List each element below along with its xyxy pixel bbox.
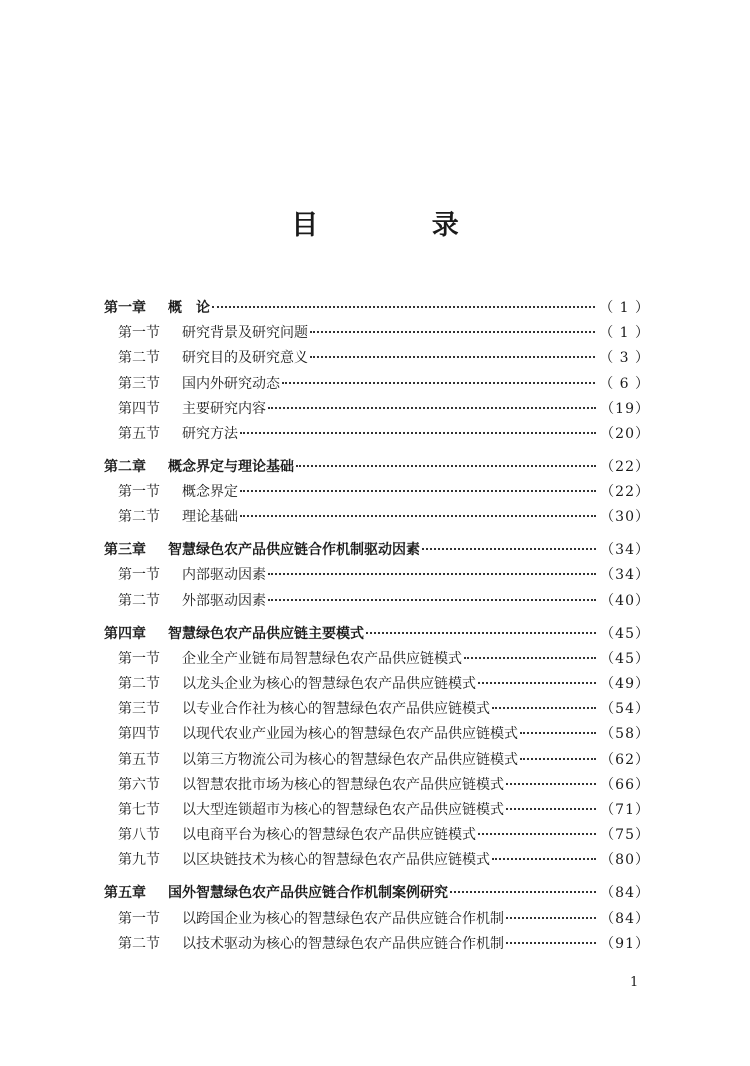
entry-label: 第一节 bbox=[118, 910, 160, 927]
entry-page-number: （20） bbox=[600, 425, 650, 442]
entry-title: 研究背景及研究问题 bbox=[182, 325, 308, 342]
entry-page-number: （40） bbox=[600, 592, 650, 609]
entry-label: 第二章 bbox=[104, 458, 146, 475]
entry-page-number: （62） bbox=[600, 751, 650, 768]
entry-page-number: （80） bbox=[600, 852, 650, 869]
toc-section-entry[interactable] bbox=[104, 422, 650, 447]
entry-label: 第二节 bbox=[118, 935, 160, 952]
toc-section-entry[interactable] bbox=[104, 932, 650, 957]
entry-title: 企业全产业链布局智慧绿色农产品供应链模式 bbox=[182, 650, 462, 667]
entry-page-number: （ 1 ） bbox=[599, 300, 650, 316]
entry-label: 第七节 bbox=[118, 801, 160, 818]
entry-title: 理论基础 bbox=[182, 509, 238, 526]
dot-leader bbox=[282, 368, 595, 384]
toc-section-entry[interactable] bbox=[104, 589, 650, 614]
entry-label: 第四节 bbox=[118, 400, 160, 417]
entry-title: 以跨国企业为核心的智慧绿色农产品供应链合作机制 bbox=[182, 910, 504, 927]
entry-label: 第四章 bbox=[104, 625, 146, 642]
entry-page-number: （22） bbox=[600, 458, 650, 475]
dot-leader bbox=[240, 476, 596, 492]
entry-label: 第三章 bbox=[104, 542, 146, 559]
entry-title: 以大型连锁超市为核心的智慧绿色农产品供应链模式 bbox=[182, 801, 504, 818]
dot-leader bbox=[268, 585, 596, 601]
dot-leader bbox=[450, 877, 596, 893]
dot-leader bbox=[492, 844, 596, 860]
dot-leader bbox=[520, 744, 596, 760]
entry-page-number: （49） bbox=[600, 676, 650, 693]
entry-title: 智慧绿色农产品供应链主要模式 bbox=[168, 625, 364, 642]
entry-label: 第五节 bbox=[118, 751, 160, 768]
entry-title: 国内外研究动态 bbox=[182, 375, 280, 392]
entry-label: 第三节 bbox=[118, 701, 160, 718]
entry-title: 以电商平台为核心的智慧绿色农产品供应链模式 bbox=[182, 827, 476, 844]
dot-leader bbox=[478, 819, 596, 835]
entry-label: 第五章 bbox=[104, 885, 146, 902]
dot-leader bbox=[478, 668, 596, 684]
dot-leader bbox=[492, 693, 596, 709]
dot-leader bbox=[268, 559, 596, 575]
entry-label: 第三节 bbox=[118, 375, 160, 392]
toc-section-entry[interactable] bbox=[104, 505, 650, 530]
entry-title: 以第三方物流公司为核心的智慧绿色农产品供应链模式 bbox=[182, 751, 518, 768]
entry-label: 第二节 bbox=[118, 676, 160, 693]
entry-title: 概念界定与理论基础 bbox=[168, 458, 294, 475]
dot-leader bbox=[268, 393, 596, 409]
entry-page-number: （54） bbox=[600, 701, 650, 718]
entry-title: 研究方法 bbox=[182, 425, 238, 442]
dot-leader bbox=[520, 718, 596, 734]
page-number-footer: 1 bbox=[630, 975, 639, 990]
entry-label: 第五节 bbox=[118, 425, 160, 442]
dot-leader bbox=[366, 618, 596, 634]
entry-label: 第一节 bbox=[118, 650, 160, 667]
entry-page-number: （ 3 ） bbox=[599, 350, 650, 367]
entry-title: 以龙头企业为核心的智慧绿色农产品供应链模式 bbox=[182, 676, 476, 693]
entry-title: 以智慧农批市场为核心的智慧绿色农产品供应链模式 bbox=[182, 776, 504, 793]
dot-leader bbox=[310, 342, 595, 358]
dot-leader bbox=[240, 501, 596, 517]
entry-title: 以技术驱动为核心的智慧绿色农产品供应链合作机制 bbox=[182, 935, 504, 952]
entry-label: 第一章 bbox=[104, 300, 146, 316]
toc-section-entry[interactable] bbox=[104, 848, 650, 873]
entry-page-number: （ 6 ） bbox=[599, 375, 650, 392]
entry-page-number: （19） bbox=[600, 400, 650, 417]
entry-title: 概念界定 bbox=[182, 484, 238, 501]
entry-label: 第二节 bbox=[118, 350, 160, 367]
entry-title: 以专业合作社为核心的智慧绿色农产品供应链模式 bbox=[182, 701, 490, 718]
entry-title: 外部驱动因素 bbox=[182, 592, 266, 609]
entry-title: 以区块链技术为核心的智慧绿色农产品供应链模式 bbox=[182, 852, 490, 869]
dot-leader bbox=[240, 418, 596, 434]
entry-title: 研究目的及研究意义 bbox=[182, 350, 308, 367]
entry-title: 概 论 bbox=[168, 300, 210, 316]
entry-page-number: （22） bbox=[600, 484, 650, 501]
dot-leader bbox=[212, 292, 595, 308]
entry-label: 第六节 bbox=[118, 776, 160, 793]
entry-page-number: （30） bbox=[600, 509, 650, 526]
entry-page-number: （71） bbox=[600, 801, 650, 818]
dot-leader bbox=[422, 534, 596, 550]
entry-page-number: （84） bbox=[600, 910, 650, 927]
entry-title: 主要研究内容 bbox=[182, 400, 266, 417]
entry-label: 第一节 bbox=[118, 567, 160, 584]
entry-title: 智慧绿色农产品供应链合作机制驱动因素 bbox=[168, 542, 420, 559]
entry-label: 第八节 bbox=[118, 827, 160, 844]
entry-page-number: （45） bbox=[600, 650, 650, 667]
entry-label: 第一节 bbox=[118, 484, 160, 501]
dot-leader bbox=[464, 643, 596, 659]
table-of-contents bbox=[104, 296, 650, 957]
entry-title: 内部驱动因素 bbox=[182, 567, 266, 584]
dot-leader bbox=[506, 928, 596, 944]
entry-page-number: （ 1 ） bbox=[599, 325, 650, 342]
dot-leader bbox=[310, 317, 595, 333]
entry-page-number: （58） bbox=[600, 726, 650, 743]
dot-leader bbox=[506, 769, 596, 785]
entry-label: 第四节 bbox=[118, 726, 160, 743]
dot-leader bbox=[296, 451, 596, 467]
entry-page-number: （75） bbox=[600, 827, 650, 844]
entry-label: 第二节 bbox=[118, 509, 160, 526]
dot-leader bbox=[506, 794, 596, 810]
entry-title: 以现代农业产业园为核心的智慧绿色农产品供应链模式 bbox=[182, 726, 518, 743]
entry-page-number: （91） bbox=[600, 935, 650, 952]
dot-leader bbox=[506, 903, 596, 919]
entry-page-number: （66） bbox=[600, 776, 650, 793]
page-title: 目 录 bbox=[291, 210, 511, 241]
entry-page-number: （34） bbox=[600, 567, 650, 584]
entry-page-number: （34） bbox=[600, 542, 650, 559]
entry-label: 第九节 bbox=[118, 852, 160, 869]
entry-page-number: （45） bbox=[600, 625, 650, 642]
entry-label: 第二节 bbox=[118, 592, 160, 609]
entry-page-number: （84） bbox=[600, 885, 650, 902]
entry-label: 第一节 bbox=[118, 325, 160, 342]
entry-title: 国外智慧绿色农产品供应链合作机制案例研究 bbox=[168, 885, 448, 902]
